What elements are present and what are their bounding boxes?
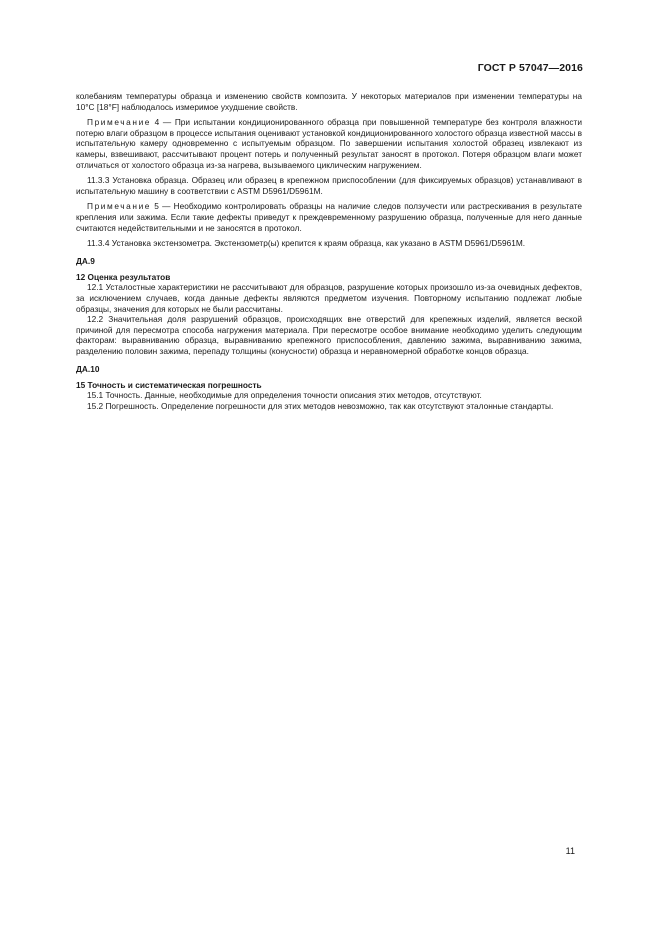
paragraph-12-1: 12.1 Усталостные характеристики не рассчитывают для образцов, разрушение которых произошло из-за очевидных дефектов, за исключением случаев, когда данные дефекты являются предметом изучения. Повторному испытанию подлежат любые образцы, значения для которых не были рассчитаны.: [76, 282, 582, 314]
section-12-title: 12 Оценка результатов: [76, 271, 171, 282]
paragraph-15-1: 15.1 Точность. Данные, необходимые для определения точности описания этих методов, отсутствуют.: [87, 390, 482, 401]
document-body: [76, 91, 582, 411]
note-5: [76, 201, 582, 233]
appendix-heading-da9: ДА.9: [76, 255, 95, 266]
section-15-title: 15 Точность и систематическая погрешность: [76, 379, 262, 390]
document-header: ГОСТ Р 57047—2016: [477, 62, 583, 74]
paragraph-12-2: 12.2 Значительная доля разрушений образцов, происходящих вне отверстий для крепежных изделий, является веской причиной для пересмотра способа нагружения материала. При пересмотре особое внимание необходимо уделить следующим факторам: выравниванию образца, выравниванию крепежного приспособления, давлению зажима, выравниванию зажима, разделению половин зажима, перепаду толщины (конусности) образца и неравномерной обработке концов образца.: [76, 314, 582, 356]
page-number: 11: [565, 846, 575, 856]
note-5-label: Примечание: [87, 201, 152, 212]
note-4-label: Примечание: [87, 117, 152, 128]
note-5-text: 5 — Необходимо контролировать образцы на наличие следов ползучести или растрескивания в результате крепления или зажима. Если такие дефекты приведут к преждевременному разрушению образца, полученные для него данные считаются недействительными и не заносятся в протокол.: [76, 201, 582, 233]
note-4: [76, 117, 582, 170]
paragraph-continuation: колебаниям температуры образца и изменению свойств композита. У некоторых материалов при изменении температуры на 10°С [18°F] наблюдалось измеримое ухудшение свойств.: [76, 91, 582, 112]
appendix-heading-da10: ДА.10: [76, 363, 100, 374]
paragraph-11-3-4: 11.3.4 Установка экстензометра. Экстензометр(ы) крепится к краям образца, как указано в ASTM D5961/D5961M.: [87, 238, 526, 249]
paragraph-11-3-3: 11.3.3 Установка образца. Образец или образец в крепежном приспособлении (для фиксируемых образцов) устанавливают в испытательную машину в соответствии с ASTM D5961/D5961M.: [76, 175, 582, 196]
paragraph-15-2: 15.2 Погрешность. Определение погрешности для этих методов невозможно, так как отсутствуют эталонные стандарты.: [87, 400, 554, 411]
note-4-text: 4 — При испытании кондиционированного образца при повышенной температуре без контроля влажности потерю влаги образцом в процессе испытания оценивают установкой кондиционированного холостого образца известной массы в испытательную камеру одновременно с испытуемым образцом. По завершении испытания холостой образец извлекают из камеры, взвешивают, рассчитывают процент потерь и полученный результат заносят в протокол. Потеря образцом влаги может отличаться от холостого образца из-за нагрева, вызываемого циклическим нагружением.: [76, 117, 582, 170]
